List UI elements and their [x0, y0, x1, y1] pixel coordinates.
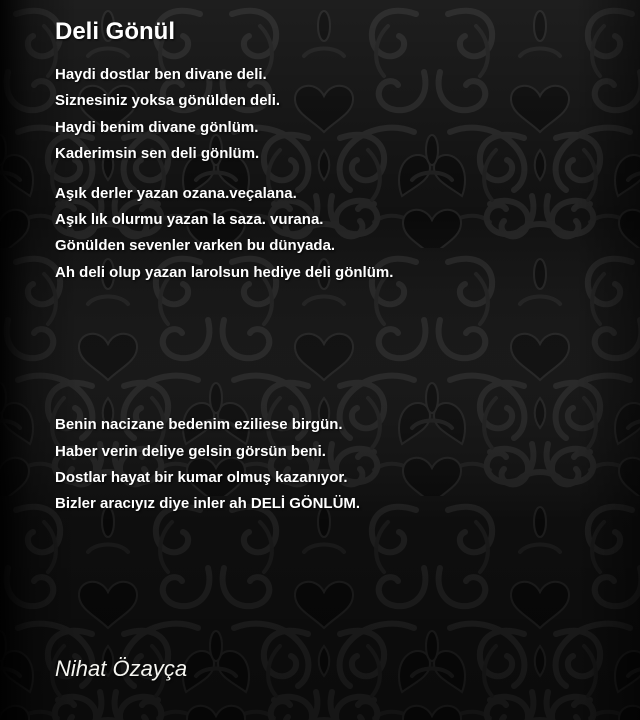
poem-line: Ah deli olup yazan larolsun hediye deli gönlüm.: [55, 263, 394, 281]
poem-line: Siznesiniz yoksa gönülden deli.: [55, 92, 281, 110]
poem-line: Haydi dostlar ben divane deli.: [55, 66, 267, 83]
stanza-3: [55, 412, 620, 518]
poem-line: Aşık derler yazan ozana.veçalana.: [55, 184, 297, 202]
poem-line: Aşık lık olurmu yazan la saza. vurana.: [55, 211, 324, 229]
poem-line: Gönülden sevenler varken bu dünyada.: [55, 237, 336, 255]
poem-line: Dostlar hayat bir kumar olmuş kazanıyor.: [55, 469, 348, 487]
stanza-2: [55, 181, 620, 287]
poem-title: Deli Gönül: [55, 18, 175, 45]
poem-line: Haydi benim divane gönlüm.: [55, 118, 259, 136]
poem-line: Bizler aracıyız diye inler ah DELİ GÖNLÜM.: [55, 495, 361, 513]
poem-line: Haber verin deliye gelsin görsün beni.: [55, 442, 326, 460]
poem-line: Kaderimsin sen deli gönlüm.: [55, 145, 260, 163]
stanza-1: [55, 62, 620, 168]
poem-author: Nihat Özayça: [55, 656, 188, 681]
poem-line: Benin nacizane bedenim eziliese birgün.: [55, 416, 343, 434]
